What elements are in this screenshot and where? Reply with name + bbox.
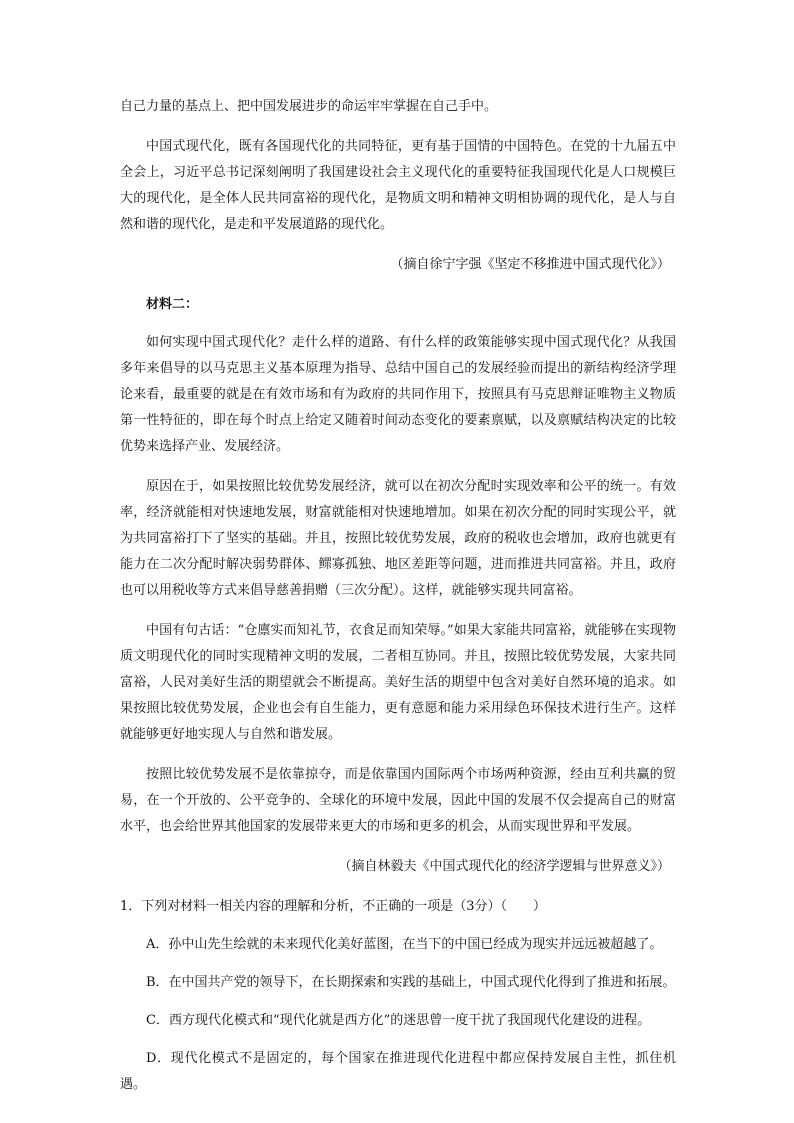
- material-one-continuation: 自己力量的基点上、把中国发展进步的命运牢牢掌握在自己手中。: [120, 99, 498, 114]
- material-two-paragraph-3: 中国有句古话：“仓廪实而知礼节，衣食足而知荣辱。”如果大家能共同富裕，就能够在实现物质文明现代化的同时实现精神文明的发展，二者相互协同。并且，按照比较优势发展，大家共同富裕，人民对美好生活的期望就会不断提高。美好生活的期望中包含对美好自然环境的追求。如果按照比较优势发展，企业也会有自生能力，更有意愿和能力采用绿色环保技术进行生产。这样就能够更好地实现人与自然和谐发展。: [120, 623, 676, 742]
- material-one-source: （摘自徐宁字强《坚定不移推进中国式现代化》）: [390, 257, 670, 272]
- option-a[interactable]: A．孙中山先生绘就的未来现代化美好蓝图，在当下的中国已经成为现实并远远被超越了。: [146, 937, 663, 952]
- option-d[interactable]: D．现代化模式不是固定的，每个国家在推进现代化进程中都应保持发展自主性，抓住机遇。: [120, 1051, 676, 1092]
- material-two-heading: 材料二：: [146, 297, 199, 312]
- material-one-paragraph: 中国式现代化，既有各国现代化的共同特征，更有基于国情的中国特色。在党的十九届五中全会上，习近平总书记深刻阐明了我国建设社会主义现代化的重要特征我国现代化是人口规模巨大的现代化，是全体人民共同富裕的现代化，是物质文明和精神文明相协调的现代化，是人与自然和谐的现代化，是走和平发展道路的现代化。: [120, 139, 676, 232]
- material-two-source: （摘自林毅夫《中国式现代化的经济学逻辑与世界意义》）: [338, 859, 670, 874]
- material-two-paragraph-1: 如何实现中国式现代化？走什么样的道路、有什么样的政策能够实现中国式现代化？从我国多年来倡导的以马克思主义基本原理为指导、总结中国自己的发展经验而提出的新结构经济学理论来看，最重要的就是在有效市场和有为政府的共同作用下，按照具有马克思辩证唯物主义物质第一性特征的，即在每个时点上给定又随着时间动态变化的要素禀赋，以及禀赋结构决定的比较优势来选择产业、发展经济。: [120, 335, 676, 454]
- document-page: [120, 94, 676, 1110]
- question-stem: 1．下列对材料一相关内容的理解和分析，不正确的一项是（3分）（ ）: [120, 899, 547, 914]
- material-two-paragraph-2: 原因在于，如果按照比较优势发展经济，就可以在初次分配时实现效率和公平的统一。有效率，经济就能相对快速地发展，财富就能相对快速地增加。如果在初次分配的同时实现公平，就为共同富裕打下了坚实的基础。并且，按照比较优势发展，政府的税收也会增加，政府也就更有能力在二次分配时解决弱势群体、鳏寡孤独、地区差距等问题，进而推进共同富裕。并且，政府也可以用税收等方式来倡导慈善捐赠（三次分配）。这样，就能够实现共同富裕。: [120, 479, 676, 598]
- option-b[interactable]: B．在中国共产党的领导下，在长期探索和实践的基础上，中国式现代化得到了推进和拓展。: [146, 975, 676, 990]
- option-c[interactable]: C．西方现代化模式和“现代化就是西方化”的迷思曾一度干扰了我国现代化建设的进程。: [146, 1013, 651, 1028]
- material-two-paragraph-4: 按照比较优势发展不是依靠掠夺，而是依靠国内国际两个市场两种资源，经由互利共赢的贸易，在一个开放的、公平竞争的、全球化的环境中发展，因此中国的发展不仅会提高自己的财富水平，也会给世界其他国家的发展带来更大的市场和更多的机会，从而实现世界和平发展。: [120, 767, 676, 834]
